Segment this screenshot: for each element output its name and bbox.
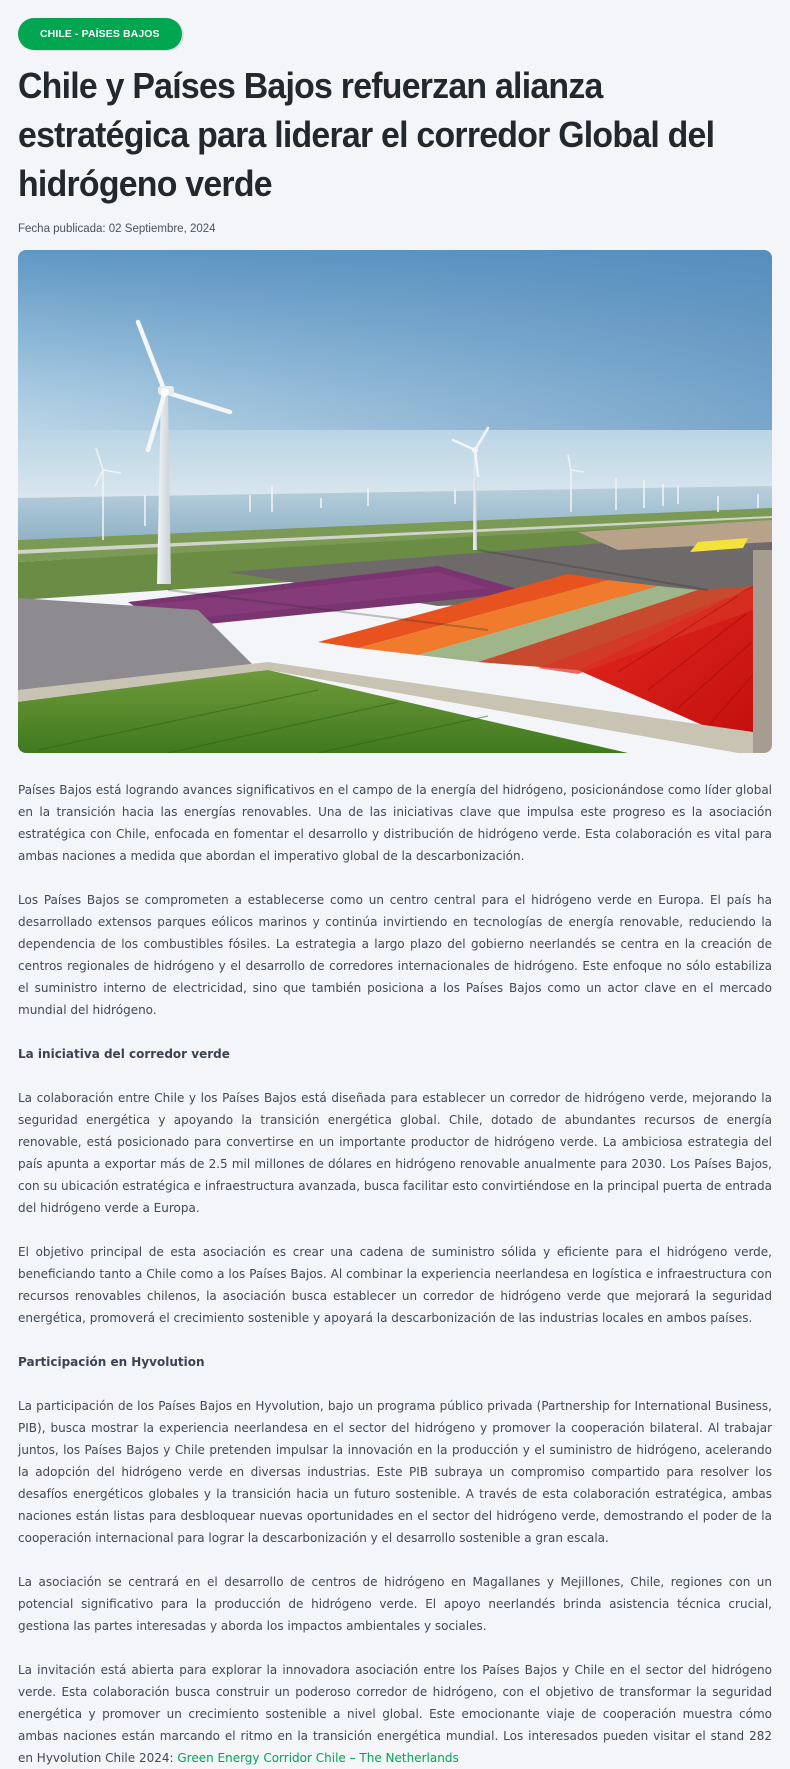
category-tag[interactable]: CHILE - PAÍSES BAJOS [18,18,182,50]
body-paragraph: La asociación se centrará en el desarrollo de centros de hidrógeno en Magallanes y Mejillones, Chile, regiones con un potencial significativo para la producción de hidrógeno verde. El apoyo neerlandés brinda asistencia técnica crucial, gestiona las partes interesadas y aborda los impactos ambientales y sociales. [18,1575,772,1633]
section-heading: La iniciativa del corredor verde [18,1047,230,1061]
closing-text: La invitación está abierta para explorar la innovadora asociación entre los Países Bajos y Chile en el sector del hidrógeno verde. Esta colaboración busca construir un poderoso corredor de hidrógeno, con el objetivo de transformar la seguridad energética y promover un crecimiento sostenible a nivel global. Este emocionante viaje de cooperación muestra cómo ambas naciones están marcando el ritmo en la transición energética mundial. Los interesados pueden visitar el stand 282 en Hyvolution Chile 2024: [18,1663,772,1765]
body-paragraph: Los Países Bajos se comprometen a establecerse como un centro central para el hidrógeno verde en Europa. El país ha desarrollado extensos parques eólicos marinos y continúa invirtiendo en tecnologías de energía renovable, reduciendo la dependencia de los combustibles fósiles. La estrategia a largo plazo del gobierno neerlandés se centra en la creación de centros regionales de hidrógeno y el desarrollo de corredores internacionales de hidrógeno. Este enfoque no sólo estabiliza el suministro interno de electricidad, sino que también posiciona a los Países Bajos como un actor clave en el mercado mundial del hidrógeno. [18,893,772,1017]
body-paragraph: La colaboración entre Chile y los Países Bajos está diseñada para establecer un corredor de hidrógeno verde, mejorando la seguridad energética y apoyando la transición energética global. Chile, dotado de abundantes recursos de energía renovable, está posicionado para convertirse en un importante productor de hidrógeno verde. La ambiciosa estrategia del país apunta a exportar más de 2.5 mil millones de dólares en hidrógeno renovable anualmente para 2030. Los Países Bajos, con su ubicación estratégica e infraestructura avanzada, busca facilitar esto convirtiéndose en la principal puerta de entrada del hidrógeno verde a Europa. [18,1091,772,1215]
body-paragraph [18,1659,772,1769]
body-paragraph: Países Bajos está logrando avances significativos en el campo de la energía del hidrógeno, posicionándose como líder global en la transición hacia las energías renovables. Una de las iniciativas clave que impulsa este progreso es la asociación estratégica con Chile, enfocada en fomentar el desarrollo y distribución de hidrógeno verde. Esta colaboración es vital para ambas naciones a medida que abordan el imperativo global de la descarbonización. [18,783,772,863]
publish-date: Fecha publicada: 02 Septiembre, 2024 [18,223,216,235]
article-body [18,779,772,1769]
section-heading: Participación en Hyvolution [18,1355,205,1369]
body-paragraph: El objetivo principal de esta asociación es crear una cadena de suministro sólida y eficiente para el hidrógeno verde, beneficiando tanto a Chile como a los Países Bajos. Al combinar la experiencia neerlandesa en logística e infraestructura con recursos renovables chilenos, la asociación busca establecer un corredor de hidrógeno verde que mejorará la seguridad energética, promoverá el crecimiento sostenible y apoyará la descarbonización de las industrias locales en ambos países. [18,1245,772,1325]
green-energy-corridor-link[interactable]: Green Energy Corridor Chile – The Netherlands [177,1751,459,1765]
hero-image-wind-turbines-tulip-fields [18,250,772,753]
article-title: Chile y Países Bajos refuerzan alianza estratégica para liderar el corredor Global del hidrógeno verde [18,65,715,204]
body-paragraph: La participación de los Países Bajos en Hyvolution, bajo un programa público privada (Partnership for International Business, PIB), busca mostrar la experiencia neerlandesa en el sector del hidrógeno y promover la cooperación bilateral. Al trabajar juntos, los Países Bajos y Chile pretenden impulsar la innovación en la producción y el suministro de hidrógeno, acelerando la adopción del hidrógeno verde en diversas industrias. Este PIB subraya un compromiso compartido para resolver los desafíos energéticos globales y la transición hacia un futuro sostenible. A través de esta colaboración estratégica, ambas naciones están listas para desbloquear nuevas oportunidades en el sector del hidrógeno verde, demostrando el poder de la cooperación internacional para lograr la descarbonización y el desarrollo sostenible a gran escala. [18,1399,772,1545]
